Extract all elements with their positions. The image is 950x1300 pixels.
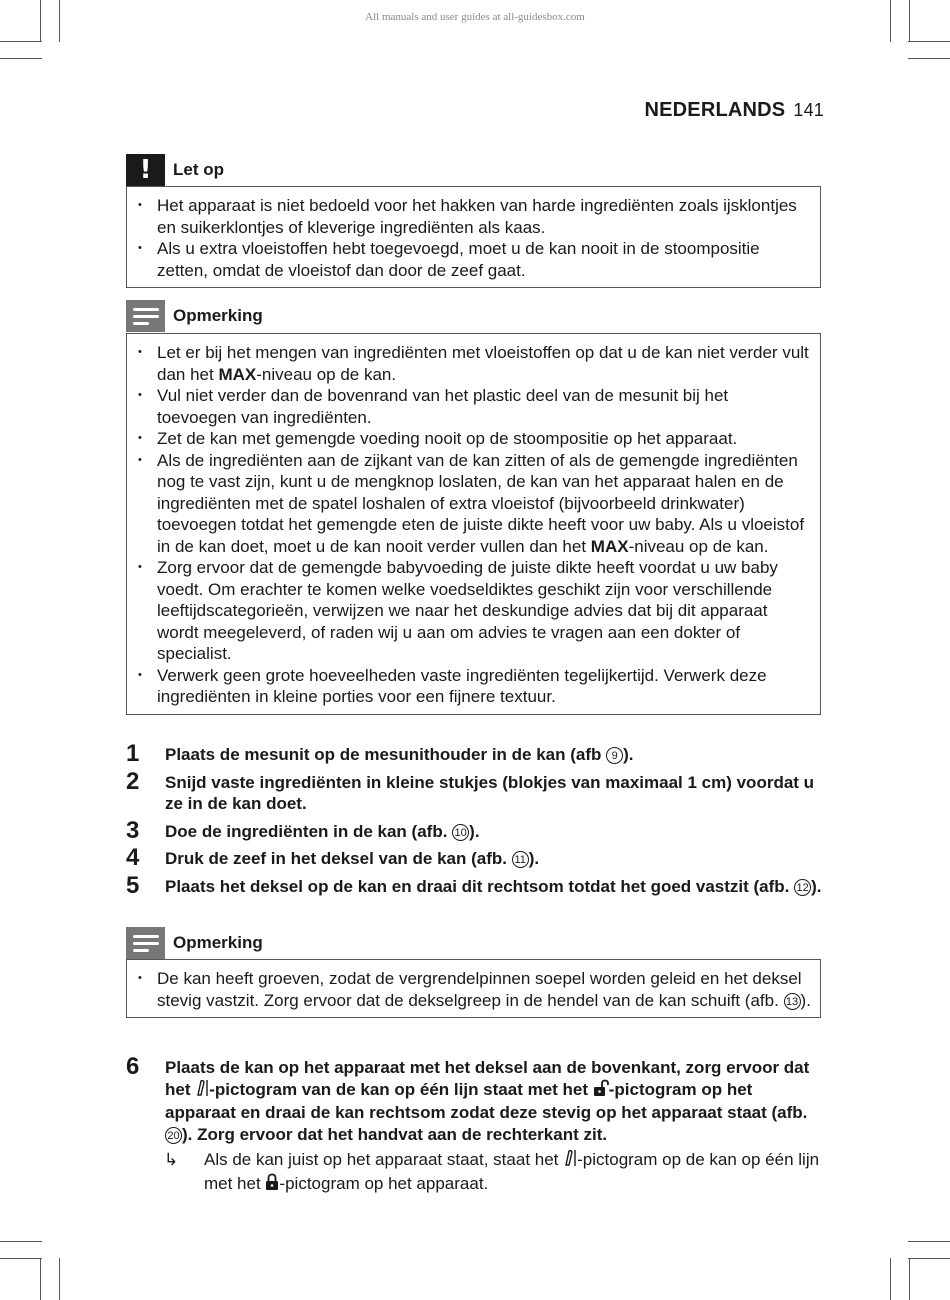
note-lines-icon	[126, 927, 165, 959]
note-lines-icon	[126, 300, 165, 332]
step6	[126, 1053, 826, 1196]
note-title: Opmerking	[173, 933, 263, 952]
note-item: • Let er bij het mengen van ingrediënten met vloeistoffen op dat u de kan niet verder vult dan het MAX-niveau op de kan.	[135, 342, 812, 385]
step-item: 2 Snijd vaste ingrediënten in kleine stukjes (blokjes van maximaal 1 cm) voordat u ze in de kan doet.	[126, 767, 815, 813]
note-item: • De kan heeft groeven, zodat de vergrendelpinnen soepel worden geleid en het deksel stevig vastzit. Zorg ervoor dat de dekselgreep in de hendel van de kan schuift (afb. 13 ).	[135, 968, 812, 1011]
step-item: 5 Plaats het deksel op de kan en draai dit rechtsom totdat het goed vastzit (afb. 12 ).	[126, 871, 822, 899]
note-item: • Als de ingrediënten aan de zijkant van de kan zitten of als de gemengde ingrediënten nog te vast zijn, kunt u de mengknop loslaten, de kan van het apparaat halen en de ingrediënten met de spatel loshalen of extra vloeistof (bijvoorbeeld drinkwater) toevoegen totdat het gemengde eten de juiste dikte heeft voor uw baby. Als u vloeistof in de kan doet, moet u de kan nooit verder vullen dan het MAX-niveau op de kan.	[135, 450, 812, 558]
page-header	[644, 99, 824, 122]
figure-ref: 11	[512, 851, 529, 868]
note-item: • Verwerk geen grote hoeveelheden vaste ingrediënten tegelijkertijd. Verwerk deze ingrediënten in kleine porties voor een fijnere textuur.	[135, 665, 812, 708]
caution-header	[126, 154, 224, 186]
step-item: 1 Plaats de mesunit op de mesunithouder in de kan (afb 9 ).	[126, 740, 634, 767]
exclamation-icon: !	[126, 154, 165, 186]
figure-ref: 13	[784, 993, 801, 1010]
page-number: 141	[793, 100, 824, 120]
language-label: NEDERLANDS	[644, 99, 786, 121]
note-box	[126, 333, 821, 715]
figure-ref: 10	[452, 824, 469, 841]
note-header	[126, 300, 263, 332]
note-header	[126, 927, 263, 959]
lock-icon	[265, 1173, 279, 1197]
jar-alignment-icon	[563, 1149, 577, 1173]
caution-item: • Het apparaat is niet bedoeld voor het hakken van harde ingrediënten zoals ijsklontjes en suikerklontjes of kleverige ingrediënten als kaas.	[135, 195, 812, 238]
watermark: All manuals and user guides at all-guidesbox.com	[365, 11, 585, 23]
note-item: • Vul niet verder dan de bovenrand van het plastic deel van de mesunit bij het toevoegen van ingrediënten.	[135, 385, 812, 428]
caution-title: Let op	[173, 160, 224, 179]
caution-item: • Als u extra vloeistoffen hebt toegevoegd, moet u de kan nooit in de stoompositie zetten, omdat de vloeistof dan door de zeef gaat.	[135, 238, 812, 281]
note-item: • Zet de kan met gemengde voeding nooit op de stoompositie op het apparaat.	[135, 428, 812, 450]
step-item: 4 Druk de zeef in het deksel van de kan (afb. 11 ).	[126, 844, 540, 871]
caution-box	[126, 186, 821, 288]
figure-ref: 9	[606, 747, 623, 764]
step-result: ↳ Als de kan juist op het apparaat staat, staat het -pictogram op de kan op één lijn met het -pictogram op het apparaat.	[126, 1149, 826, 1196]
step-item: 3 Doe de ingrediënten in de kan (afb. 10 ).	[126, 816, 480, 844]
note-box	[126, 959, 821, 1018]
result-arrow-icon: ↳	[164, 1150, 179, 1169]
steps-list	[126, 740, 826, 899]
unlock-icon	[593, 1079, 609, 1103]
step-item: 6 Plaats de kan op het apparaat met het deksel aan de bovenkant, zorg ervoor dat het -pictogram van de kan op één lijn staat met het -pictogram op het apparaat en draai de kan rechtsom zodat deze stevig op het apparaat staat (afb. 20 ). Zorg ervoor dat het handvat aan de rechterkant zit.	[126, 1053, 810, 1144]
jar-alignment-icon	[195, 1079, 209, 1103]
figure-ref: 12	[794, 879, 811, 896]
note-item: • Zorg ervoor dat de gemengde babyvoeding de juiste dikte heeft voordat u uw baby voedt. Om erachter te komen welke voedseldiktes geschikt zijn voor verschillende leeftijdscategorieën, verwijzen we naar het deskundige advies dat bij dit apparaat wordt meegeleverd, of raden wij u aan om advies te vragen aan een dokter of specialist.	[135, 557, 812, 665]
note-title: Opmerking	[173, 306, 263, 325]
figure-ref: 20	[165, 1127, 182, 1144]
